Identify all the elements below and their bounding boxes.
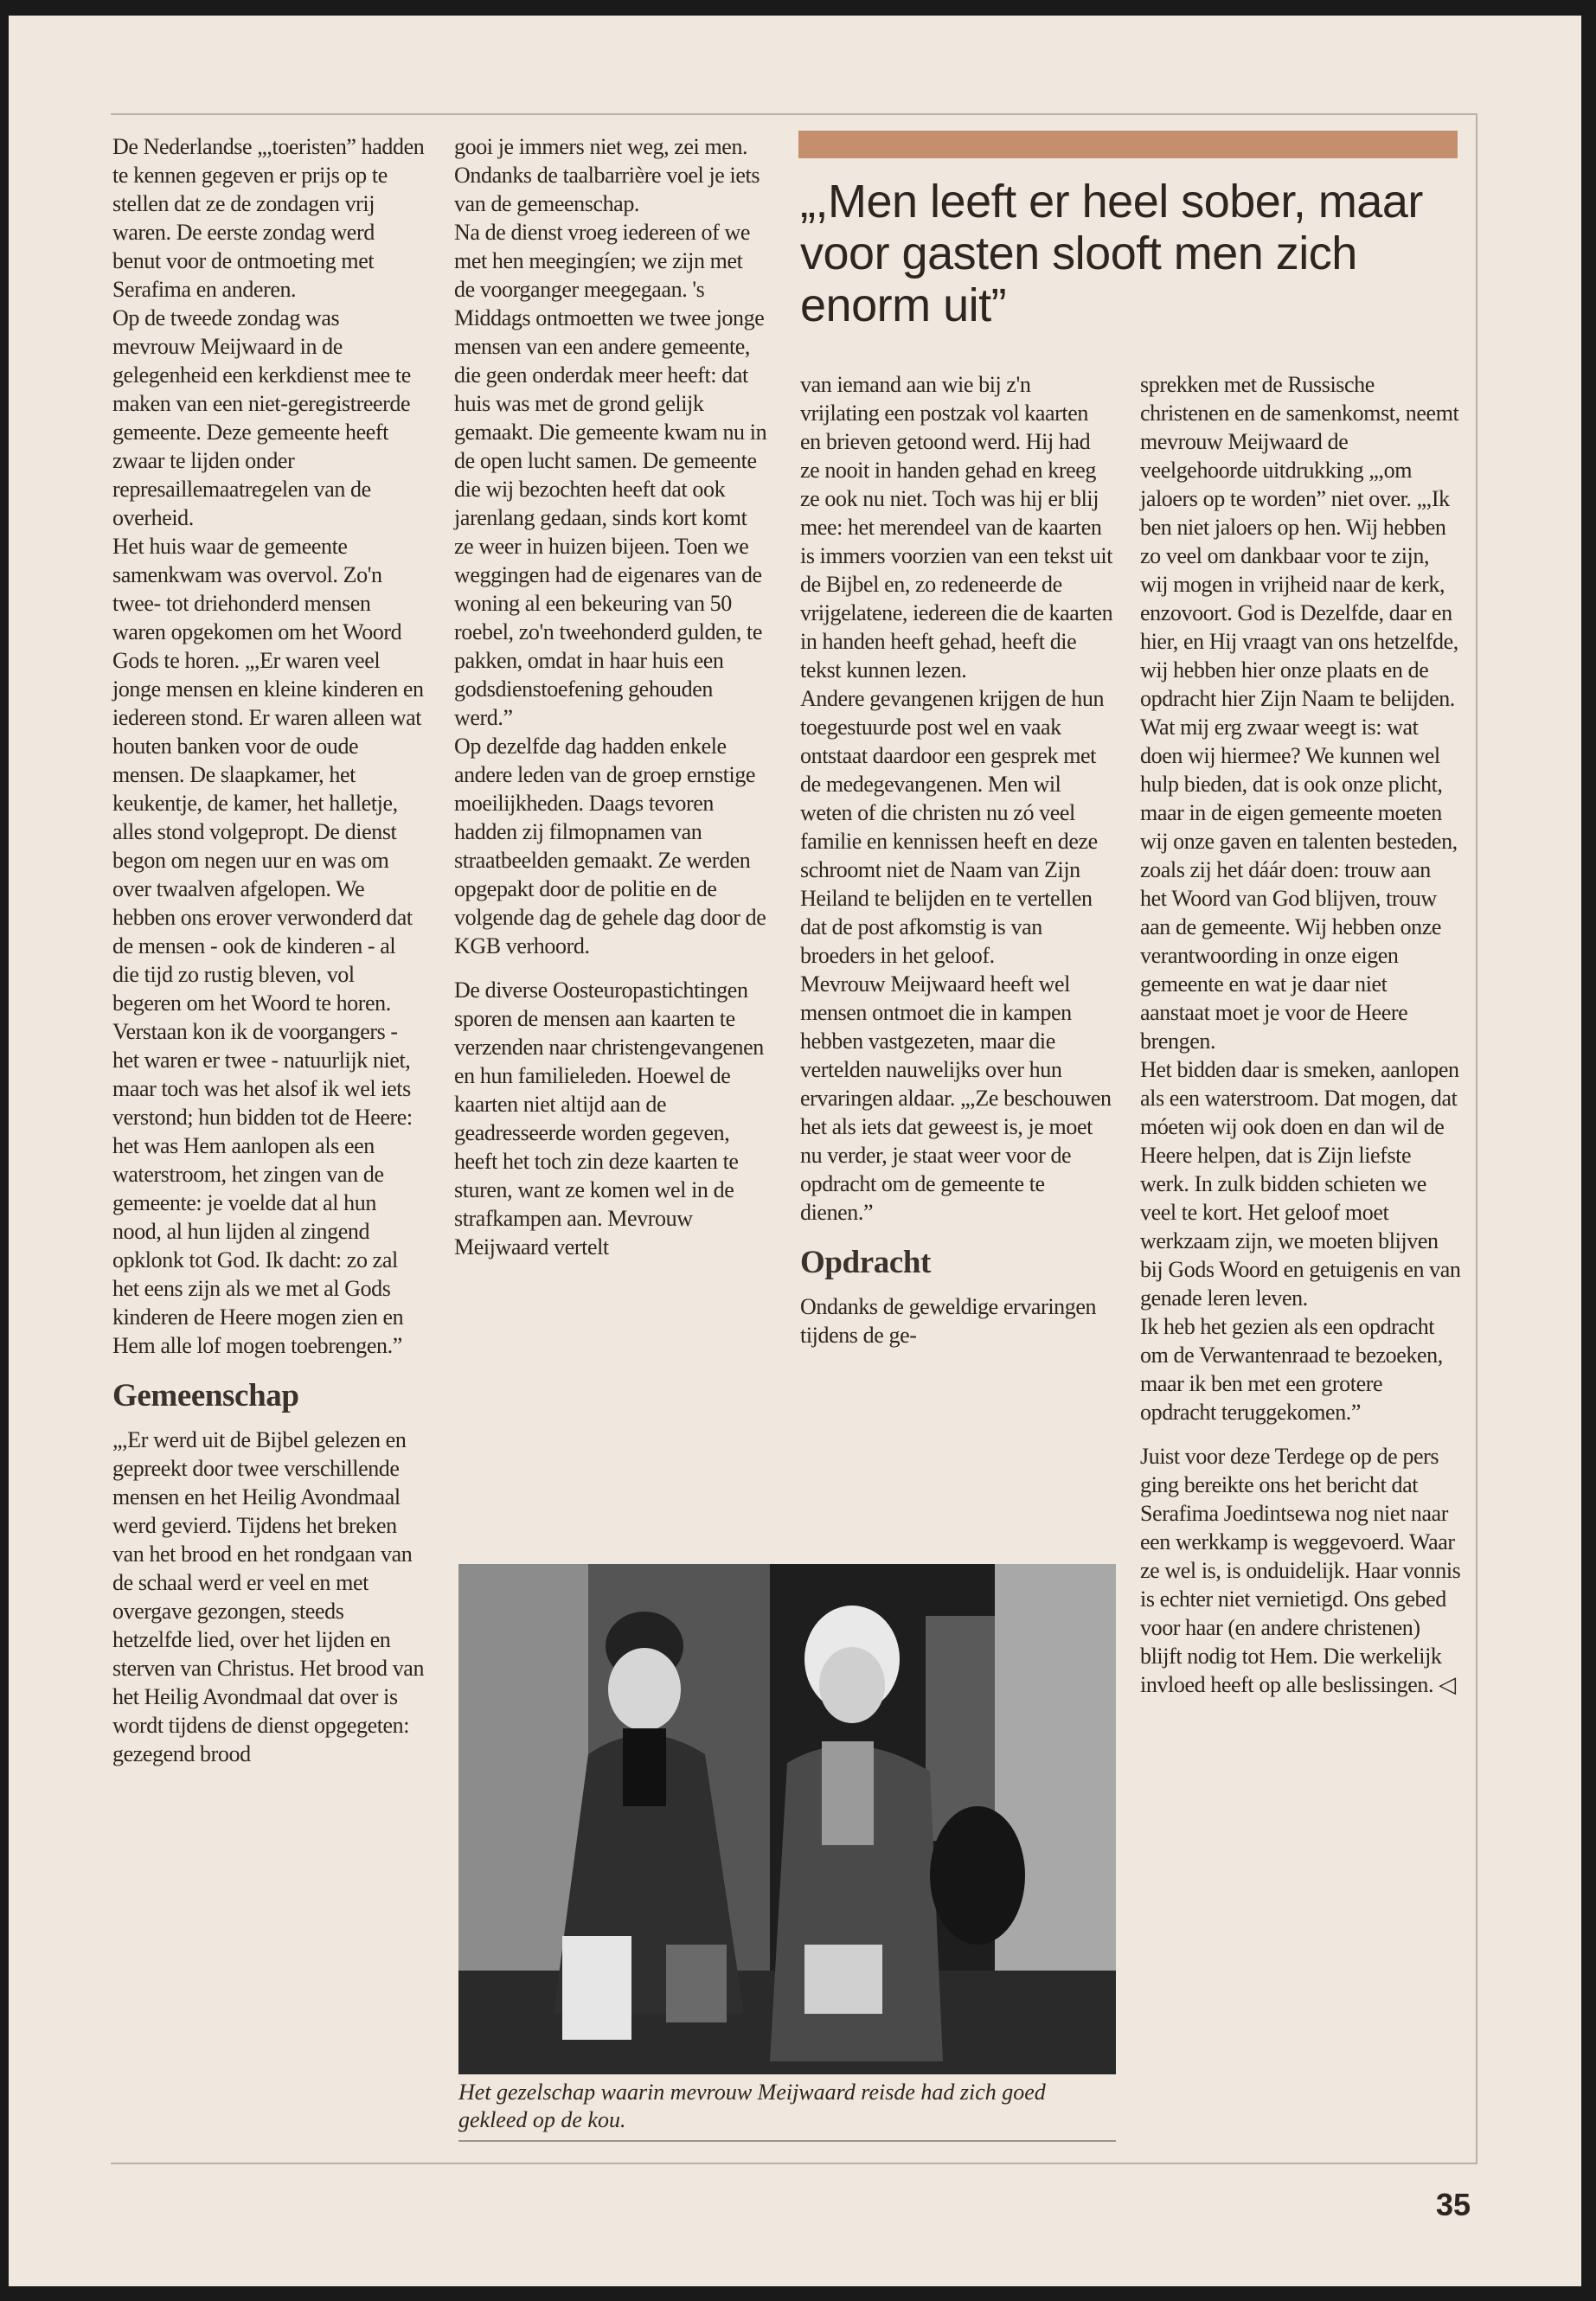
bottom-rule <box>111 2163 1477 2164</box>
paragraph: Ik heb het gezien als een opdracht om de Verwantenraad te bezoeken, maar ik ben met een grotere opdracht teruggekomen.” <box>1140 1314 1443 1425</box>
photo-caption: Het gezelschap waarin mevrouw Meijwaard reisde had zich goed gekleed op de kou. <box>458 2080 1046 2132</box>
column-3 <box>800 370 1113 1349</box>
section-heading-opdracht: Opdracht <box>800 1245 931 1280</box>
photo-two-women-in-winter-coats <box>458 1564 1116 2074</box>
paragraph: sprekken met de Russische christenen en de samenkomst, neemt mevrouw Meijwaard de veelgehoorde uitdrukking „,om jaloers op te worden” niet over. „,Ik ben niet jaloers op hen. Wij hebben zo veel om dankbaar voor te zijn, wij mogen in vrijheid naar de kerk, enzovoort. God is Dezelfde, daar en hier, en Hij vraagt van ons hetzelfde, wij hebben hier onze plaats en de opdracht hier Zijn Naam te belijden. <box>1140 372 1459 711</box>
paragraph: Op dezelfde dag hadden enkele andere leden van de groep ernstige moeilijkheden. Daags tevoren hadden zij filmopnamen van straatbeelden gemaakt. Ze werden opgepakt door de politie en de volgende dag de gehele dag door de KGB verhoord. <box>454 734 766 958</box>
paragraph: Andere gevangenen krijgen de hun toegestuurde post wel en vaak ontstaat daardoor een gesprek met de medegevangenen. Men wil weten of die christen nu zó veel familie en kennissen heeft en deze schroomt niet de Naam van Zijn Heiland te belijden en te vertellen dat de post afkomstig is van broeders in het geloof. <box>800 686 1105 968</box>
paragraph: Mevrouw Meijwaard heeft wel mensen ontmoet die in kampen hebben vastgezeten, maar die vertelden nauwelijks over hun ervaringen aldaar. „,Ze beschouwen het als iets dat geweest is, je moet nu verder, je staat weer voor de opdracht om de gemeente te dienen.” <box>800 971 1112 1225</box>
section-heading-gemeenschap: Gemeenschap <box>112 1378 299 1413</box>
column-1 <box>112 132 426 1768</box>
paragraph: Ondanks de geweldige ervaringen tijdens de ge- <box>800 1294 1097 1348</box>
column-2 <box>454 132 767 1261</box>
paragraph: Op de tweede zondag was mevrouw Meijwaard in de gelegenheid een kerkdienst mee te maken van een niet-geregistreerde gemeente. Deze gemeente heeft zwaar te lijden onder represaillemaatregelen van de overheid. <box>112 305 411 530</box>
pull-quote-headline: „,Men leeft er heel sober, maar voor gasten slooft men zich enorm uit” <box>800 176 1423 331</box>
paragraph: Na de dienst vroeg iedereen of we met hen meegingíen; we zijn met de voorganger meegegaan. 's Middags ontmoetten we twee jonge mensen van een andere gemeente, die geen onderdak meer heeft: dat huis was met de grond gelijk gemaakt. Die gemeente kwam nu in de open lucht samen. De gemeente die wij bezochten heeft dat ook jarenlang gedaan, sinds kort komt ze weer in huizen bijeen. Toen we weggingen had de eigenares van de woning al een bekeuring van 50 roebel, zo'n tweehonderd gulden, te pakken, omdat in haar huis een godsdienstoefening gehouden werd.” <box>454 220 767 730</box>
paragraph: Juist voor deze Terdege op de pers ging bereikte ons het bericht dat Serafima Joedintsewa nog niet naar een werkkamp is weggevoerd. Waar ze wel is, is onduidelijk. Haar vonnis is echter niet vernietigd. Ons gebed voor haar (en andere christenen) blijft nodig tot Hem. Die werkelijk invloed heeft op alle beslissingen. ◁ <box>1140 1444 1461 1697</box>
photo-illustration <box>458 1564 1116 2074</box>
paragraph: Wat mij erg zwaar weegt is: wat doen wij hiermee? We kunnen wel hulp bieden, dat is ook onze plicht, maar in de eigen gemeente moeten wij onze gaven en talenten besteden, zoals zij het dáár doen: trouw aan het Woord van God blijven, trouw aan de gemeente. Wij hebben onze verantwoording in onze eigen gemeente en wat je daar niet aanstaat moet je voor de Heere brengen. <box>1140 715 1458 1054</box>
headline-accent-bar <box>798 131 1458 158</box>
paragraph: van iemand aan wie bij z'n vrijlating een postzak vol kaarten en brieven getoond werd. Hij had ze nooit in handen gehad en kreeg ze ook nu niet. Toch was hij er blij mee: het merendeel van de kaarten is immers voorzien van een tekst uit de Bijbel en, zo redeneerde de vrijgelatene, iedereen die de kaarten in handen heeft gehad, heeft die tekst kunnen lezen. <box>800 372 1113 683</box>
paragraph: „,Er werd uit de Bijbel gelezen en gepreekt door twee verschillende mensen en het Heilig Avondmaal werd gevierd. Tijdens het breken van het brood en het rondgaan van de schaal werd er veel en met overgave gezongen, steeds hetzelfde lied, over het lijden en sterven van Christus. Het brood van het Heilig Avondmaal dat over is wordt tijdens de dienst opgegeten: gezegend brood <box>112 1427 425 1766</box>
paragraph: Het bidden daar is smeken, aanlopen als een waterstroom. Dat mogen, dat móeten wij ook doen en dan wil de Heere helpen, dat is Zijn liefste werk. In zulk bidden schieten we veel te kort. Het geloof moet werkzaam zijn, we moeten blijven bij Gods Woord en getuigenis en van genade leren leven. <box>1140 1057 1461 1311</box>
caption-rule <box>458 2140 1116 2142</box>
paragraph: gooi je immers niet weg, zei men. Ondanks de taalbarrière voel je iets van de gemeenschap. <box>454 134 760 216</box>
column-4 <box>1140 370 1462 1699</box>
page-number: 35 <box>1435 2187 1471 2222</box>
magazine-page <box>9 16 1581 2286</box>
paragraph: Het huis waar de gemeente samenkwam was overvol. Zo'n twee- tot driehonderd mensen waren opgekomen om het Woord Gods te horen. „,Er waren veel jonge mensen en kleine kinderen en iedereen stond. Er waren alleen wat houten banken voor de oude mensen. De slaapkamer, het keukentje, de kamer, het halletje, alles stond volgepropt. De dienst begon om negen uur en was om over twaalven afgelopen. We hebben ons erover verwonderd dat de mensen - ook de kinderen - al die tijd zo rustig bleven, vol begeren om het Woord te horen. Verstaan kon ik de voorgangers - het waren er twee - natuurlijk niet, maar toch was het alsof ik wel iets verstond; hun bidden tot de Heere: het was Hem aanlopen als een waterstroom, het zingen van de gemeente: je voelde dat al hun nood, al hun lijden al zingend opklonk tot God. Ik dacht: zo zal het eens zijn als we met al Gods kinderen de Heere mogen zien en Hem alle lof mogen toebrengen.” <box>112 534 424 1358</box>
top-rule <box>111 113 1477 115</box>
paragraph: De diverse Oosteuropastichtingen sporen de mensen aan kaarten te verzenden naar christengevangenen en hun familieleden. Hoewel de kaarten niet altijd aan de geadresseerde worden gegeven, heeft het toch zin deze kaarten te sturen, want ze komen wel in de strafkampen aan. Mevrouw Meijwaard vertelt <box>454 977 764 1259</box>
paragraph: De Nederlandse „,toeristen” hadden te kennen gegeven er prijs op te stellen dat ze de zondagen vrij waren. De eerste zondag werd benut voor de ontmoeting met Serafima en anderen. <box>112 134 425 302</box>
right-rule <box>1476 113 1477 2163</box>
